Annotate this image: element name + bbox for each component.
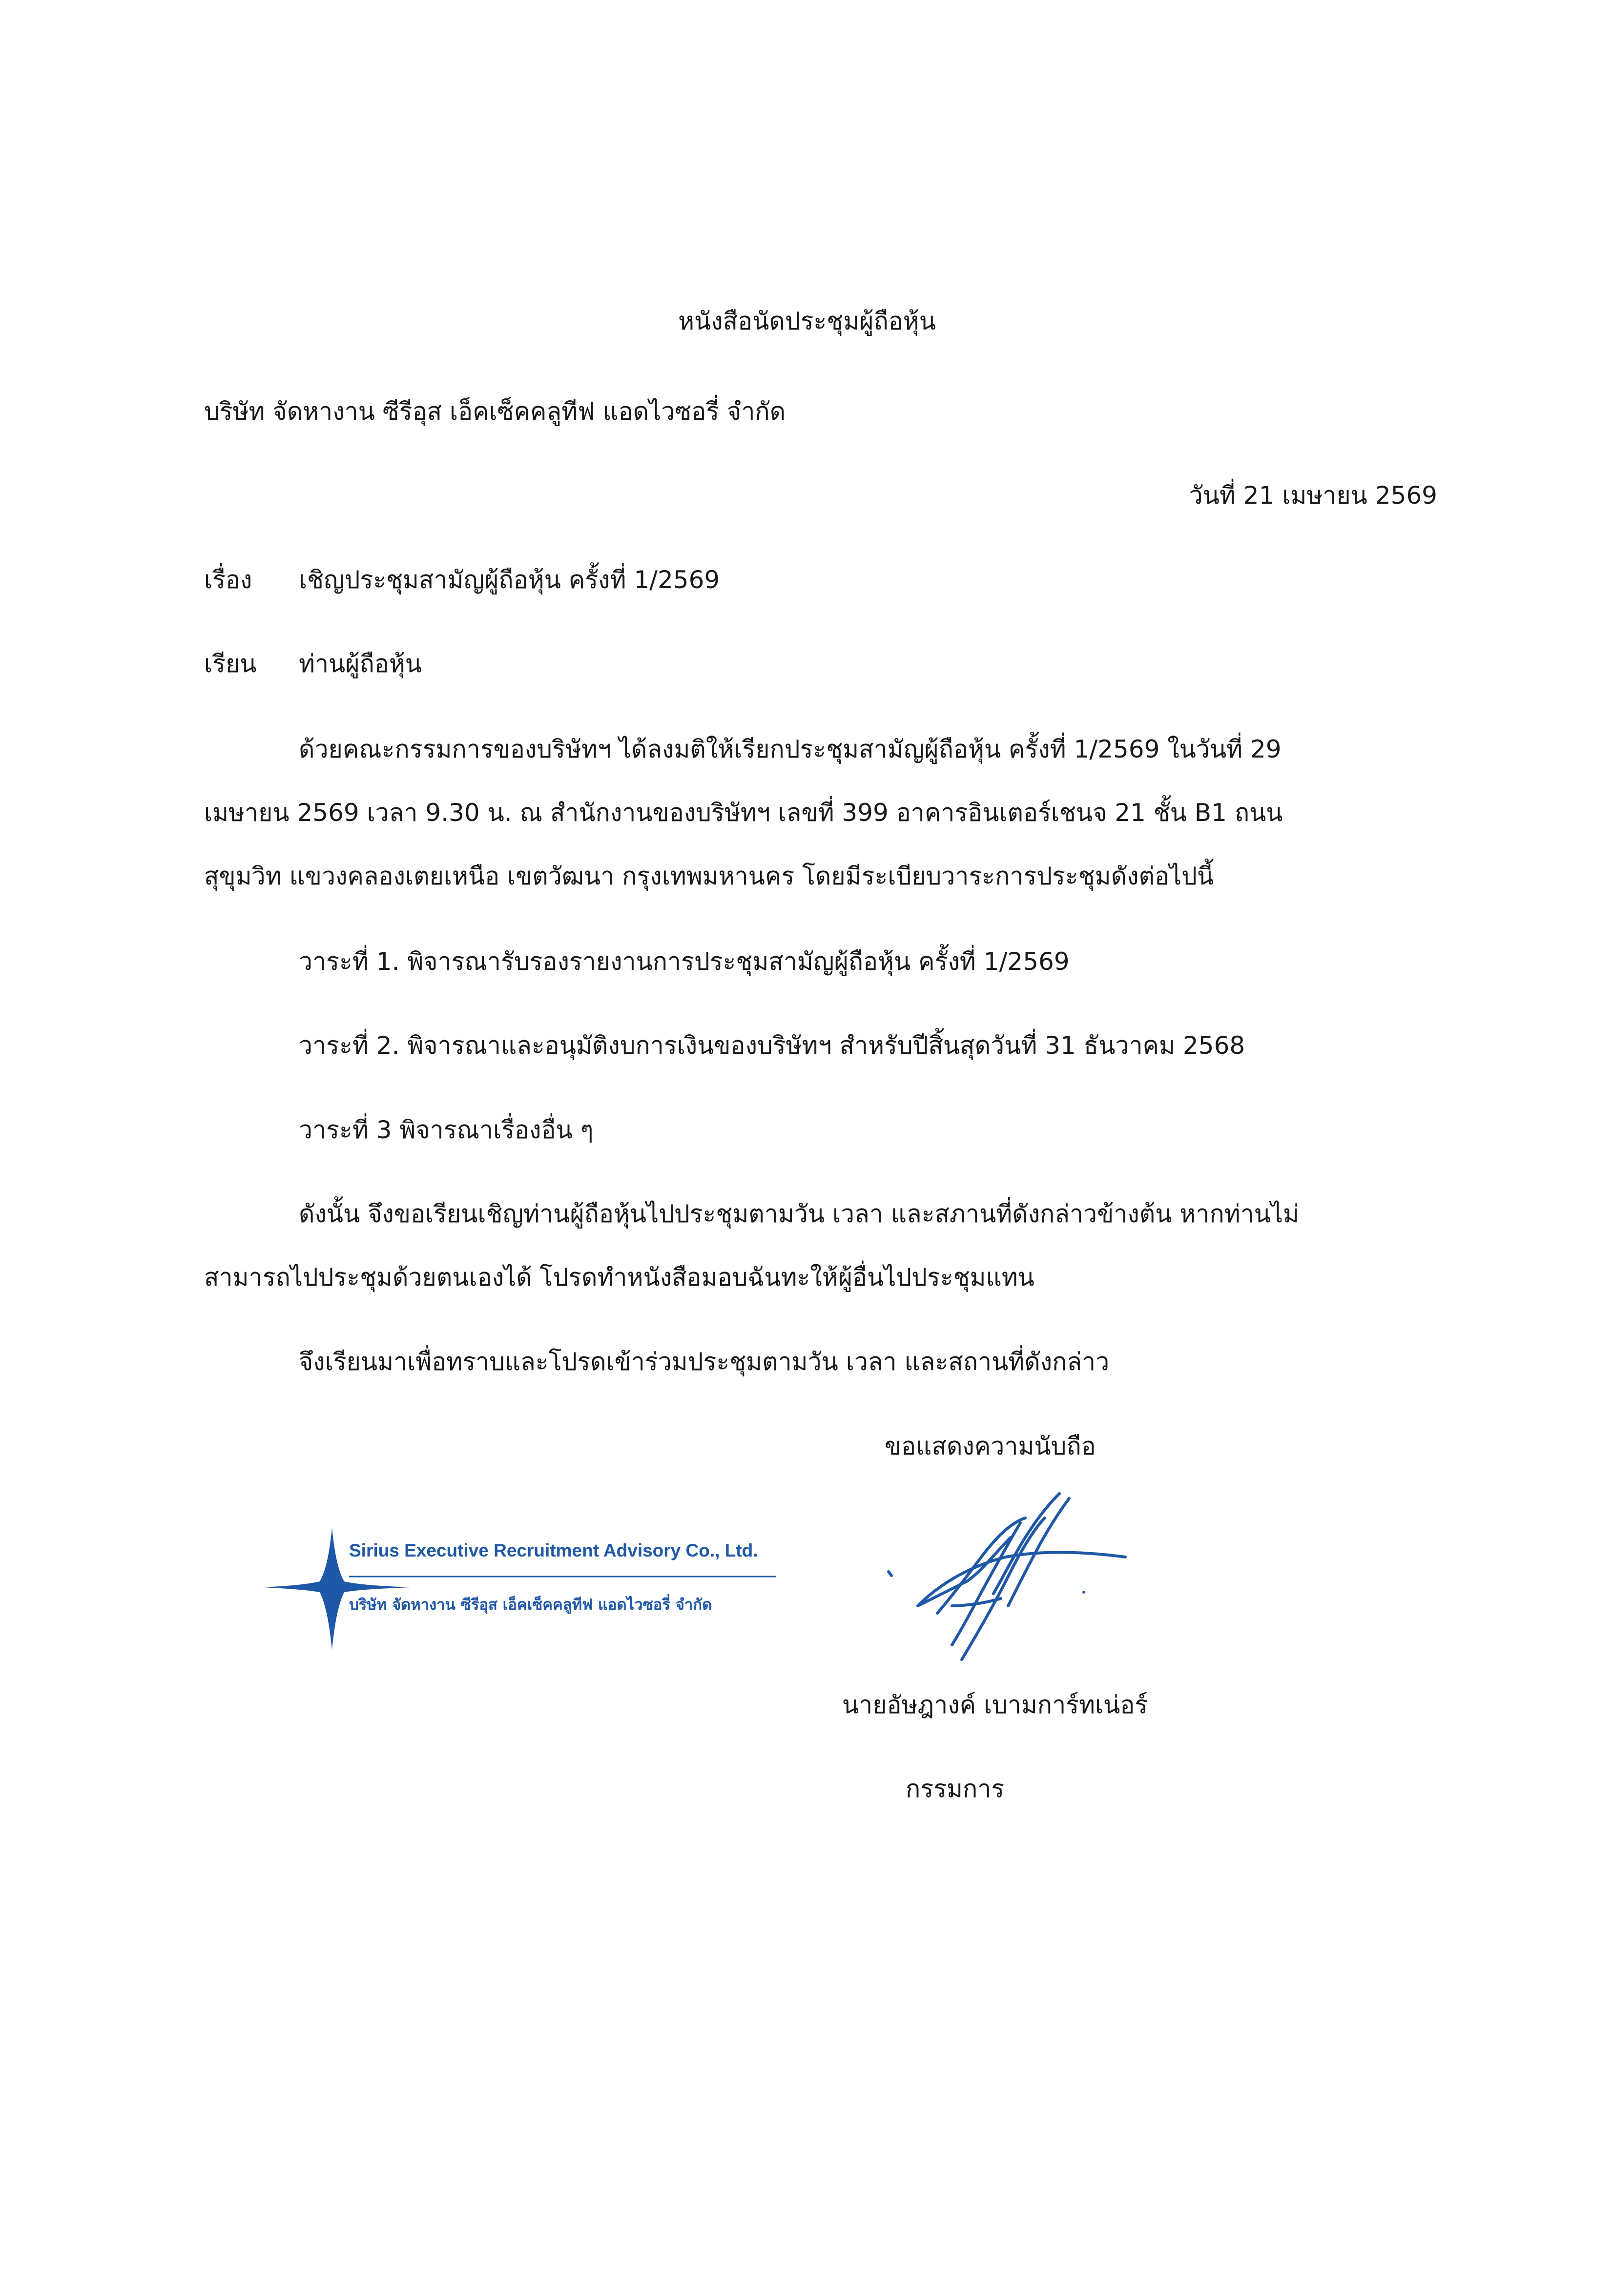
- subject-text: เชิญประชุมสามัญผู้ถือหุ้น ครั้งที่ 1/2569: [299, 566, 720, 594]
- meeting-announcement-line-3: สุขุมวิท แขวงคลองเตยเหนือ เขตวัฒนา กรุงเทพมหานคร โดยมีระเบียบวาระการประชุมดังต่อไปนี้: [204, 862, 1214, 890]
- meeting-announcement-line-1: ด้วยคณะกรรมการของบริษัทฯ ได้ลงมติให้เรียกประชุมสามัญผู้ถือหุ้น ครั้งที่ 1/2569 ในวันที่ 29: [299, 735, 1282, 763]
- complimentary-close: ขอแสดงความนับถือ: [885, 1432, 1096, 1460]
- signature: [879, 1484, 1133, 1669]
- signatory-title: กรรมการ: [906, 1775, 1005, 1803]
- stamp-english-name: Sirius Executive Recruitment Advisory Co., Ltd.: [349, 1540, 758, 1560]
- meeting-announcement-line-2: เมษายน 2569 เวลา 9.30 น. ณ สำนักงานของบริษัทฯ เลขที่ 399 อาคารอินเตอร์เชนจ 21 ชั้น B1 ถนน: [204, 799, 1283, 827]
- document-date: วันที่ 21 เมษายน 2569: [1189, 481, 1437, 510]
- stamp-thai-name: บริษัท จัดหางาน ซีรีอุส เอ็คเซ็คคลูทีฟ แอดไวซอรี่ จำกัด: [349, 1596, 712, 1614]
- agenda-item-3: วาระที่ 3 พิจารณาเรื่องอื่น ๆ: [299, 1116, 594, 1144]
- agenda-item-2: วาระที่ 2. พิจารณาและอนุมัติงบการเงินของบริษัทฯ สำหรับปีสิ้นสุดวันที่ 31 ธันวาคม 2568: [299, 1031, 1245, 1060]
- agenda-item-1: วาระที่ 1. พิจารณารับรองรายงานการประชุมสามัญผู้ถือหุ้น ครั้งที่ 1/2569: [299, 947, 1070, 976]
- handwritten-signature-icon: [879, 1484, 1133, 1669]
- company-name: บริษัท จัดหางาน ซีรีอุส เอ็คเซ็คคลูทีฟ แอดไวซอรี่ จำกัด: [204, 397, 786, 426]
- star-logo-icon: [264, 1513, 781, 1660]
- invitation-line-2: สามารถไปประชุมด้วยตนเองได้ โปรดทำหนังสือมอบฉันทะให้ผู้อื่นไปประชุมแทน: [204, 1263, 1035, 1292]
- recipient-label: เรียน: [204, 650, 257, 678]
- recipient-text: ท่านผู้ถือหุ้น: [299, 650, 422, 678]
- invitation-line-1: ดังนั้น จึงขอเรียนเชิญท่านผู้ถือหุ้นไปประชุมตามวัน เวลา และสภานที่ดังกล่าวข้างต้น หากท่านไม่: [299, 1200, 1299, 1228]
- document-title: หนังสือนัดประชุมผู้ถือหุ้น: [678, 307, 936, 335]
- signatory-name: นายอัษฎางค์ เบามการ์ทเน่อร์: [842, 1691, 1148, 1719]
- subject-label: เรื่อง: [204, 566, 252, 594]
- closing-paragraph: จึงเรียนมาเพื่อทราบและโปรดเข้าร่วมประชุมตามวัน เวลา และสถานที่ดังกล่าว: [299, 1348, 1110, 1376]
- company-stamp: [264, 1513, 781, 1660]
